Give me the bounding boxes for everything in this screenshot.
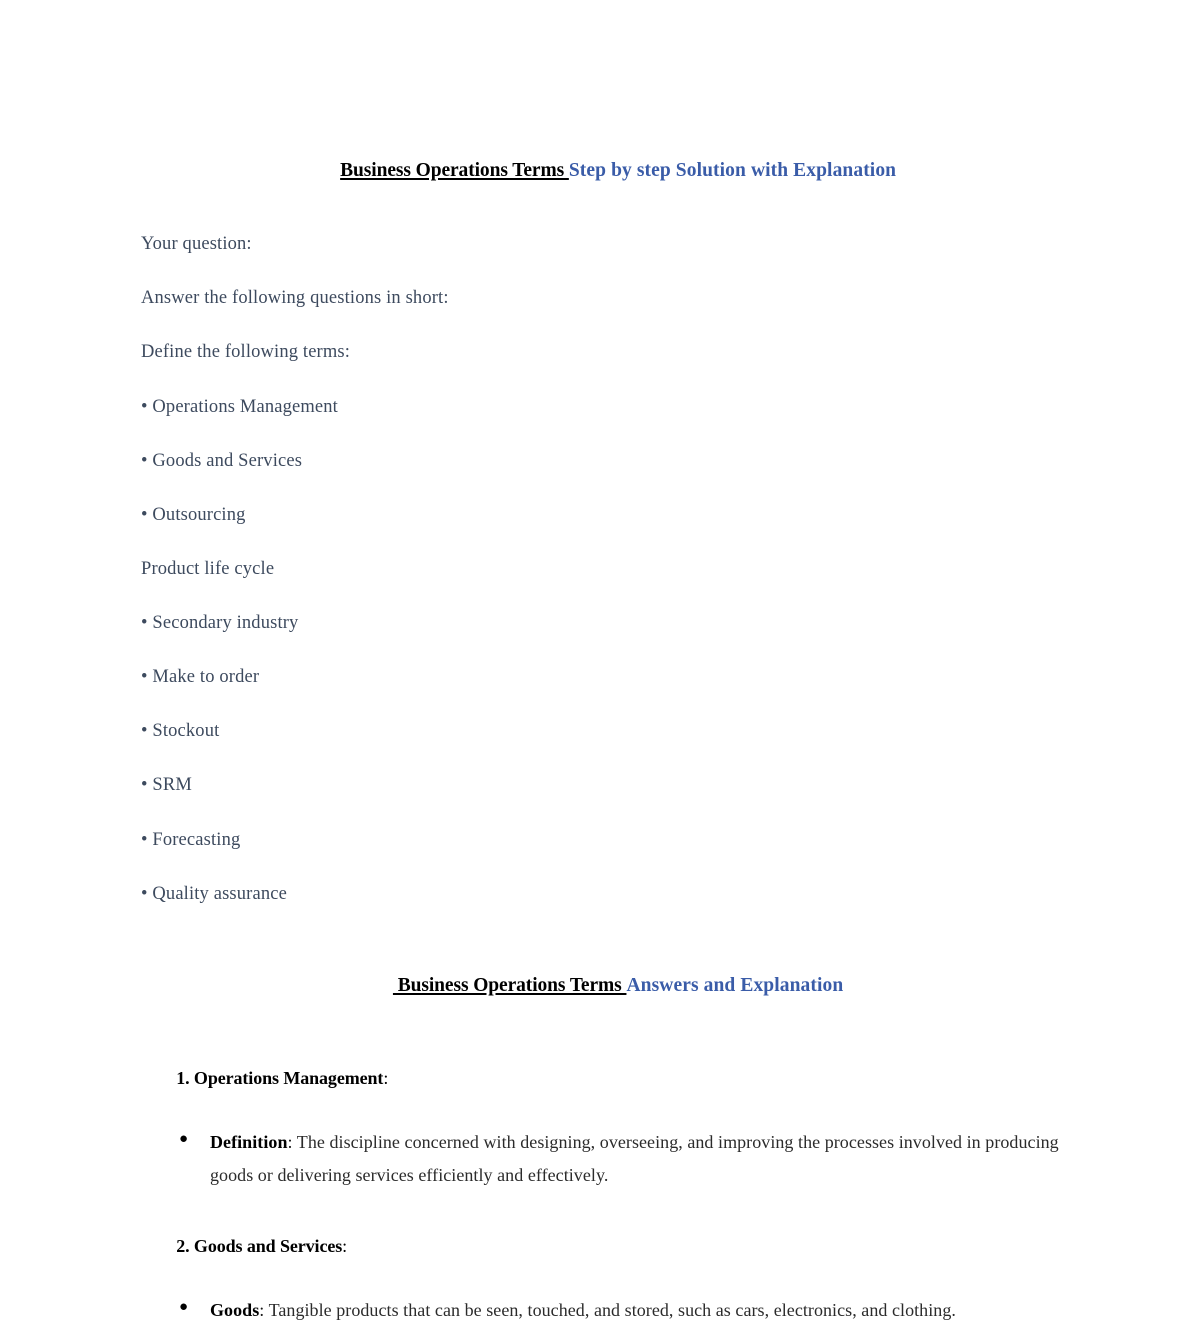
answer-colon: : — [383, 1068, 389, 1089]
term-item: • Goods and Services — [141, 450, 1066, 473]
term-item: • Secondary industry — [141, 612, 1066, 635]
bullet-label: Definition — [210, 1132, 288, 1153]
answer-bullet — [141, 1126, 1066, 1190]
answer-entry — [141, 1213, 1066, 1326]
answer-heading — [141, 1213, 1066, 1281]
term-item: • SRM — [141, 774, 1066, 797]
answer-heading — [141, 1045, 1066, 1113]
answer-number: 2. — [176, 1236, 190, 1257]
bullet-label-colon: : — [259, 1300, 265, 1321]
your-question-label: Your question: — [141, 234, 252, 255]
document-content — [141, 0, 1066, 1326]
answer-term: Goods and Services — [193, 1236, 343, 1257]
bullet-dot-icon: ● — [179, 1131, 189, 1148]
term-item: • Quality assurance — [141, 883, 1066, 906]
term-item: • Operations Management — [141, 396, 1066, 419]
answer-entry — [141, 1045, 1066, 1191]
bullet-label-colon: : — [287, 1132, 293, 1153]
bullet-dot-icon: ● — [179, 1299, 189, 1316]
page-title — [141, 136, 1066, 206]
page-title-black-part: Business Operations Terms — [340, 160, 569, 182]
term-item: • Make to order — [141, 666, 1066, 689]
answer-term: Operations Management — [193, 1068, 384, 1089]
term-item: • Outsourcing — [141, 504, 1066, 527]
answers-title-black-part: Business Operations Terms — [392, 975, 627, 997]
term-item: Product life cycle — [141, 558, 275, 579]
term-item: • Stockout — [141, 720, 1066, 743]
bullet-label: Goods — [210, 1300, 260, 1321]
question-instruction: Answer the following questions in short: — [141, 288, 449, 309]
page-title-blue-part: Step by step Solution with Explanation — [568, 160, 897, 182]
bullet-text: Tangible products that can be seen, touched, and stored, such as cars, electronics, and clothing. — [264, 1300, 956, 1321]
answer-bullet — [141, 1294, 1066, 1326]
answers-title-blue-part: Answers and Explanation — [626, 975, 844, 997]
term-item: • Forecasting — [141, 829, 1066, 852]
answer-number: 1. — [176, 1068, 190, 1089]
answers-section-title — [141, 951, 1066, 1021]
bullet-text: The discipline concerned with designing, overseeing, and improving the processes involved in producing goods or delivering services efficiently and effectively. — [210, 1132, 1059, 1185]
answer-colon: : — [342, 1236, 348, 1257]
question-prompt: Define the following terms: — [141, 342, 351, 363]
